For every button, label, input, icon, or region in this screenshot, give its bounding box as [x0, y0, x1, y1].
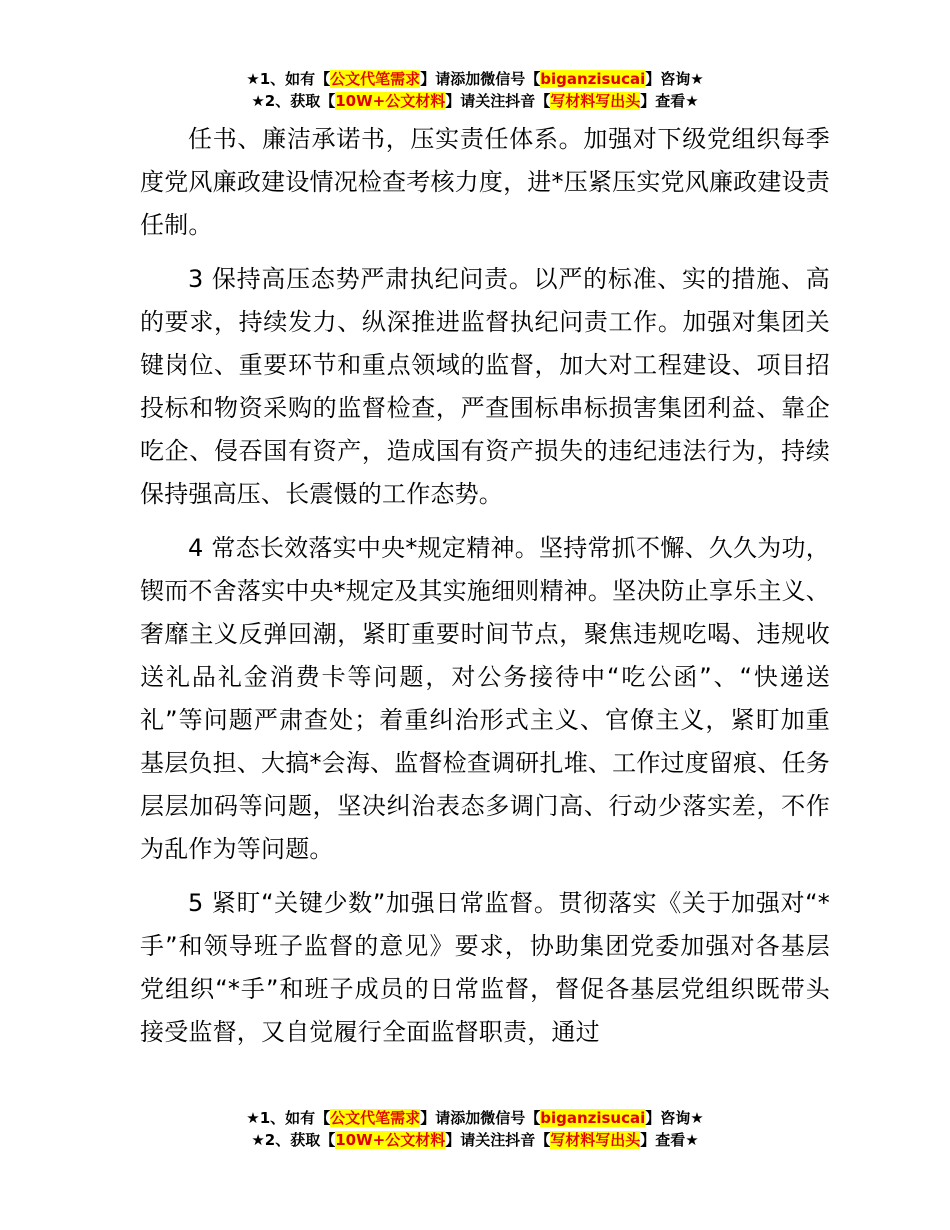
highlight-wechat-id: biganzisucai	[540, 1109, 646, 1127]
highlight-wechat-id: biganzisucai	[540, 70, 646, 88]
banner-line-1: ★1、如有【公文代笔需求】请添加微信号【biganzisucai】咨询★	[246, 1109, 704, 1127]
paragraph-5: 5 紧盯“关键少数”加强日常监督。贯彻落实《关于加强对“*手”和领导班子监督的意见》要求，协助集团党委加强对各基层党组织“*手”和班子成员的日常监督，督促各基层党组织既带头接受监督，又自觉履行全面监督职责，通过	[140, 889, 830, 1046]
highlight-service: 公文代笔需求	[330, 1109, 421, 1127]
paragraph-4: 4 常态长效落实中央*规定精神。坚持常抓不懈、久久为功，锲而不舍落实中央*规定及其实施细则精神。坚决防止享乐主义、奢靡主义反弹回潮，紧盯重要时间节点，聚焦违规吃喝、违规收送礼品礼金消费卡等问题，对公务接待中“吃公函”、“快递送礼”等问题严肃查处；着重纠治形式主义、官僚主义，紧盯加重基层负担、大搞*会海、监督检查调研扎堆、工作过度留痕、任务层层加码等问题，坚决纠治表态多调门高、行动少落实差，不作为乱作为等问题。	[140, 534, 830, 863]
highlight-douyin: 写材料写出头	[550, 1131, 641, 1149]
highlight-service: 公文代笔需求	[330, 70, 421, 88]
banner-line-2: ★2、获取【10W+公文材料】请关注抖音【写材料写出头】查看★	[251, 1131, 699, 1149]
footer-banner	[0, 1107, 950, 1151]
document-body	[140, 118, 830, 1065]
header-banner	[0, 68, 950, 112]
banner-line-1: ★1、如有【公文代笔需求】请添加微信号【biganzisucai】咨询★	[246, 70, 704, 88]
paragraph-3: 3 保持高压态势严肃执纪问责。以严的标准、实的措施、高的要求，持续发力、纵深推进监督执纪问责工作。加强对集团关键岗位、重要环节和重点领域的监督，加大对工程建设、项目招投标和物资采购的监督检查，严查围标串标损害集团利益、靠企吃企、侵吞国有资产，造成国有资产损失的违纪违法行为，持续保持强高压、长震慑的工作态势。	[140, 265, 830, 508]
highlight-materials: 10W+公文材料	[335, 92, 446, 110]
highlight-materials: 10W+公文材料	[335, 1131, 446, 1149]
paragraph-continued: 任书、廉洁承诺书，压实责任体系。加强对下级党组织每季度党风廉政建设情况检查考核力度，进*压紧压实党风廉政建设责任制。	[140, 125, 830, 239]
banner-line-2: ★2、获取【10W+公文材料】请关注抖音【写材料写出头】查看★	[251, 92, 699, 110]
highlight-douyin: 写材料写出头	[550, 92, 641, 110]
